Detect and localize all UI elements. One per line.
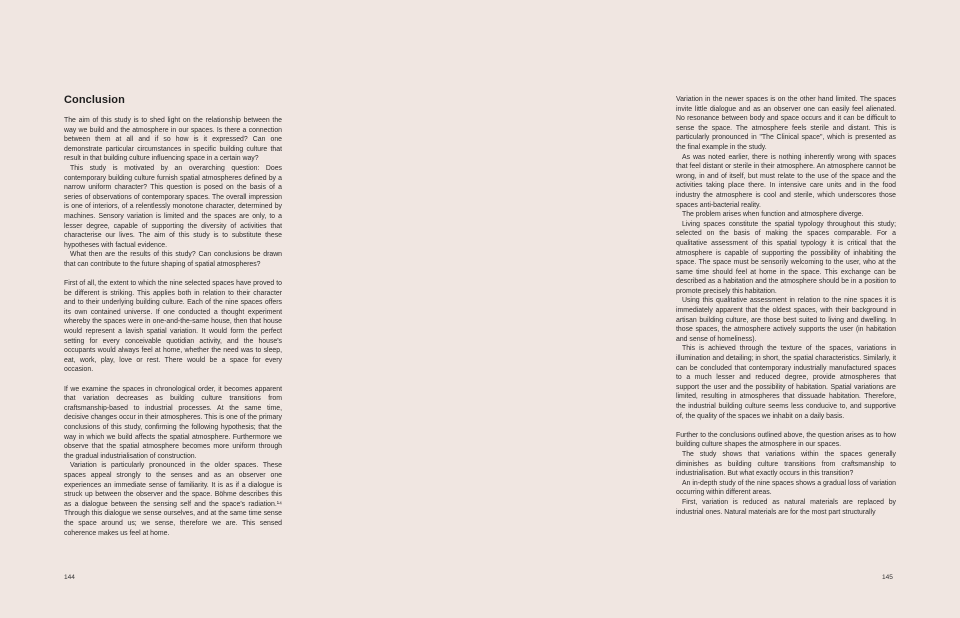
right-text-column xyxy=(676,95,896,517)
paragraph: Further to the conclusions outlined above, the question arises as to how building culture shapes the atmosphere in our spaces. xyxy=(676,431,896,449)
paragraph: Variation is particularly pronounced in the older spaces. These spaces appeal strongly to the senses and as an observer one experiences an immediate sense of familiarity. It is as if a dialogue is struck up between the observer and the space. Böhme describes this as a dialogue between the sensing self and the space's radiation.¹⁴ Through this dialogue we sense ourselves, and at the same time sense the space around us; we sense, therefore we are. This sensed coherence makes us feel at home. xyxy=(64,462,282,537)
left-text-column xyxy=(64,116,282,538)
paragraph: An in-depth study of the nine spaces shows a gradual loss of variation occurring within different areas. xyxy=(676,479,896,497)
paragraph: Using this qualitative assessment in relation to the nine spaces it is immediately apparent that the oldest spaces, with their background in artisan building culture, are those best suited to living and dwelling. In those spaces, the atmosphere actively supports the user (in habitation and sense of homeliness). xyxy=(676,297,896,343)
paragraph: This study is motivated by an overarching question: Does contemporary building culture furnish spatial atmospheres defined by a narrow uniform character? This question is posed on the basis of a series of observations of contemporary spaces. The overall impression is one of interiors, of a relentlessly monotone character, determined by machines. Sensory variation is limited and the spaces are only, to a lesser degree, capable of supporting the diversity of activities that characterise our lives. The aim of this study is to substitute these hypotheses with factual evidence. xyxy=(64,164,282,249)
page-number: 145 xyxy=(882,574,893,581)
paragraph: First, variation is reduced as natural materials are replaced by industrial ones. Natural materials are for the most part structurally xyxy=(676,498,896,516)
paragraph: First of all, the extent to which the nine selected spaces have proved to be different is striking. This applies both in relation to their character and to their underlying building culture. Each of the nine spaces offers its own contained universe. If one conducted a thought experiment whereby the spaces were in one-and-the-same house, then that house would represent a lavish spatial variation. It would form the perfect setting for every conceivable quotidian activity, and the house's occupants would always feel at home, whether the need was to sleep, eat, work, play, love or rest. There would be a space for every occasion. xyxy=(64,280,282,374)
right-page xyxy=(480,0,960,618)
paragraph: The aim of this study is to shed light on the relationship between the way we build and the atmosphere in our spaces. Is there a connection between them at all and if so how is it expressed? Can one demonstrate particular circumstances in specific building culture that result in that building culture influencing space in a certain way? xyxy=(64,117,282,163)
paragraph: As was noted earlier, there is nothing inherently wrong with spaces that feel distant or sterile in their atmosphere. An atmosphere cannot be wrong, in and of itself, but must relate to the use of the space and the activities taking place there. In intensive care units and in the food industry the atmosphere is cool and sterile, which underscores those spaces anti-bacterial reality. xyxy=(676,153,896,209)
paragraph: The problem arises when function and atmosphere diverge. xyxy=(682,211,864,219)
paragraph: Variation in the newer spaces is on the other hand limited. The spaces invite little dialogue and as an observer one can easily feel alienated. No resonance between body and space occurs and it can be difficult to sense the space. The atmosphere feels sterile and distant. This is particularly pronounced in "The Clinical space", which is presented as the final example in the study. xyxy=(676,96,896,151)
paragraph: The study shows that variations within the spaces generally diminishes as building culture transitions from craftsmanship to industrialisation. But what exactly occurs in this transition? xyxy=(676,450,896,478)
page-number: 144 xyxy=(64,574,75,581)
paragraph: This is achieved through the texture of the spaces, variations in illumination and detailing; in short, the spatial characteristics. Similarly, it can be concluded that contemporary industrially manufactured spaces to a much lesser and reduced degree, provide atmospheres that support the user and the possibility of habitation. Spatial variations are limited, resulting in atmospheres that dissuade habitation. Therefore, the industrial building culture seems less conducive to, and supportive of, the quality of the spaces we inhabit on a daily basis. xyxy=(676,345,896,420)
paragraph: Living spaces constitute the spatial typology throughout this study; selected on the basis of making the spaces comparable. For a qualitative assessment of this spatial typology it is critical that the atmosphere is capable of supporting the possibility of inhabiting the space. The space must be sensorily welcoming to the user, who at the same time should feel at home in the space. This exchange can be described as a habitation and the atmosphere should be in a position to promote precisely this habitation. xyxy=(676,220,896,295)
paragraph: If we examine the spaces in chronological order, it becomes apparent that variation decreases as building culture transitions from craftsmanship-based to industrial processes. At the same time, decisive changes occur in their atmospheres. This is one of the primary conclusions of this study, confirming the following hypothesis; that the way in which we build affects the spatial atmosphere. Furthermore we observe that the spatial atmosphere becomes more uniform through the gradual industrialisation of construction. xyxy=(64,385,282,460)
paragraph: What then are the results of this study? Can conclusions be drawn that can contribute to the future shaping of spatial atmospheres? xyxy=(64,251,282,268)
page-heading: Conclusion xyxy=(64,94,125,106)
